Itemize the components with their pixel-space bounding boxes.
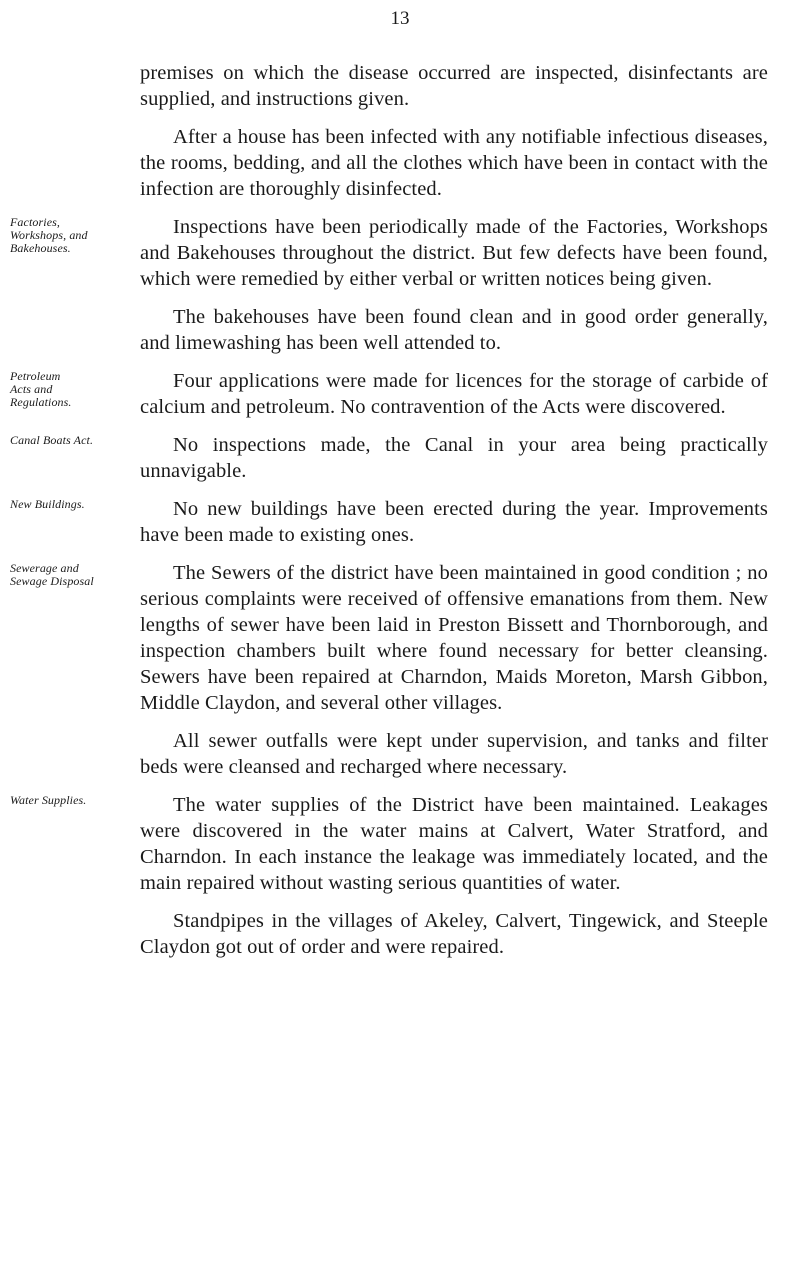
side-note-new-buildings <box>10 498 128 511</box>
paragraph-house-disinfection: After a house has been infected with any notifiable infectious diseases, the rooms, bedding, and all the clothes which have been in contact with the infection are thoroughly disinfected. <box>140 126 768 200</box>
paragraph-new-buildings: No new buildings have been erected during the year. Improvements have been made to existing ones. <box>140 498 768 546</box>
side-note-line: Acts and <box>10 382 53 396</box>
side-note-line: Factories, <box>10 215 60 229</box>
side-note-line: Bakehouses. <box>10 241 71 255</box>
paragraph-standpipes: Standpipes in the villages of Akeley, Calvert, Tingewick, and Steeple Claydon got out of order and were repaired. <box>140 910 768 958</box>
side-note-line: New Buildings. <box>10 497 85 511</box>
paragraph-bakehouses: The bakehouses have been found clean and in good order generally, and limewashing has been well attended to. <box>140 306 768 354</box>
paragraph-canal-boats: No inspections made, the Canal in your area being practically unnavigable. <box>140 434 768 482</box>
paragraph-water-supplies: The water supplies of the District have been maintained. Leakages were discovered in the water mains at Calvert, Water Stratford, and Charndon. In each instance the leakage was immediately located, and the main repaired without wasting serious quantities of water. <box>140 794 768 894</box>
paragraph-petroleum-licences: Four applications were made for licences for the storage of carbide of calcium and petroleum. No contravention of the Acts were discovered. <box>140 370 768 418</box>
side-note-water-supplies <box>10 794 128 807</box>
side-note-sewerage <box>10 562 128 588</box>
paragraph-disinfection-premises: premises on which the disease occurred are inspected, disinfectants are supplied, and instructions given. <box>140 62 768 110</box>
side-note-line: Regulations. <box>10 395 72 409</box>
paragraph-sewers: The Sewers of the district have been maintained in good condition ; no serious complaints were received of offensive emanations from them. New lengths of sewer have been laid in Preston Bissett and Thornborough, and inspection chambers built where found necessary for better cleansing. Sewers have been repaired at Charndon, Maids Moreton, Marsh Gibbon, Middle Claydon, and several other villages. <box>140 562 768 714</box>
section-sewerage <box>10 560 768 716</box>
side-note-line: Water Supplies. <box>10 793 87 807</box>
side-note-line: Petroleum <box>10 369 61 383</box>
side-note-petroleum <box>10 370 128 409</box>
section-new-buildings <box>10 496 768 548</box>
page-number: 13 <box>390 8 410 29</box>
section-water-supplies <box>10 792 768 896</box>
side-note-canal-boats <box>10 434 128 447</box>
side-note-line: Canal Boats Act. <box>10 433 94 447</box>
side-note-line: Sewerage and <box>10 561 79 575</box>
side-note-line: Workshops, and <box>10 228 88 242</box>
paragraph-sewer-outfalls: All sewer outfalls were kept under supervision, and tanks and filter beds were cleansed and recharged where necessary. <box>140 730 768 778</box>
section-petroleum <box>10 368 768 420</box>
section-factories <box>10 214 768 292</box>
document-body <box>10 60 768 972</box>
section-canal-boats <box>10 432 768 484</box>
paragraph-factories-inspections: Inspections have been periodically made of the Factories, Workshops and Bakehouses throughout the district. But few defects have been found, which were remedied by either verbal or written notices being given. <box>140 216 768 290</box>
side-note-line: Sewage Disposal <box>10 574 94 588</box>
side-note-factories <box>10 216 128 255</box>
